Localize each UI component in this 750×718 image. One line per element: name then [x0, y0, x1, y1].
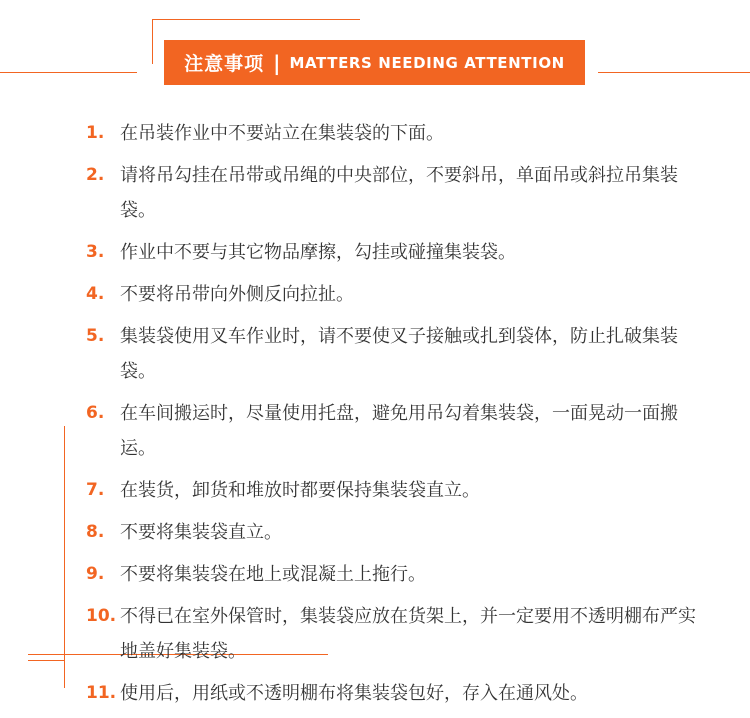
item-number: 6.	[86, 403, 105, 423]
list-item	[86, 396, 706, 466]
header-badge	[164, 40, 585, 85]
item-text: 请将吊勾挂在吊带或吊绳的中央部位，不要斜吊，单面吊或斜拉吊集装袋。	[120, 165, 678, 221]
item-number: 8.	[86, 522, 105, 542]
list-item	[86, 235, 706, 270]
item-text: 在车间搬运时，尽量使用托盘，避免用吊勾着集装袋，一面晃动一面搬运。	[120, 403, 678, 459]
list-item	[86, 319, 706, 389]
item-number: 7.	[86, 480, 105, 500]
item-number: 1.	[86, 123, 105, 143]
list-item	[86, 116, 706, 151]
item-text: 作业中不要与其它物品摩擦，勾挂或碰撞集装袋。	[120, 242, 516, 263]
item-number: 2.	[86, 165, 105, 185]
frame-corner-top-h	[152, 19, 360, 20]
list-item	[86, 277, 706, 312]
item-text: 不得已在室外保管时，集装袋应放在货架上，并一定要用不透明棚布严实地盖好集装袋。	[120, 606, 696, 662]
item-text: 在装货，卸货和堆放时都要保持集装袋直立。	[120, 480, 480, 501]
item-number: 11.	[86, 683, 117, 703]
list-item	[86, 158, 706, 228]
title-separator: |	[273, 50, 281, 75]
title-chinese: 注意事项	[184, 53, 265, 75]
list-item	[86, 515, 706, 550]
item-number: 9.	[86, 564, 105, 584]
attention-list	[86, 116, 706, 718]
list-item	[86, 557, 706, 592]
frame-line-top-right	[598, 72, 750, 73]
list-item	[86, 599, 706, 669]
list-item	[86, 473, 706, 508]
item-text: 使用后，用纸或不透明棚布将集装袋包好，存入在通风处。	[120, 683, 588, 704]
item-text: 不要将吊带向外侧反向拉扯。	[120, 284, 354, 305]
item-text: 不要将集装袋直立。	[120, 522, 282, 543]
frame-line-top-left	[0, 72, 137, 73]
frame-line-left-vertical	[64, 426, 65, 688]
item-text: 在吊装作业中不要站立在集装袋的下面。	[120, 123, 444, 144]
list-item	[86, 676, 706, 711]
frame-line-bottom-2	[28, 660, 64, 661]
item-number: 4.	[86, 284, 105, 304]
frame-corner-top-v	[152, 19, 153, 64]
title-english: MATTERS NEEDING ATTENTION	[289, 53, 565, 72]
item-number: 10.	[86, 606, 117, 626]
item-number: 3.	[86, 242, 105, 262]
item-number: 5.	[86, 326, 105, 346]
item-text: 不要将集装袋在地上或混凝土上拖行。	[120, 564, 426, 585]
item-text: 集装袋使用叉车作业时，请不要使叉子接触或扎到袋体，防止扎破集装袋。	[120, 326, 678, 382]
